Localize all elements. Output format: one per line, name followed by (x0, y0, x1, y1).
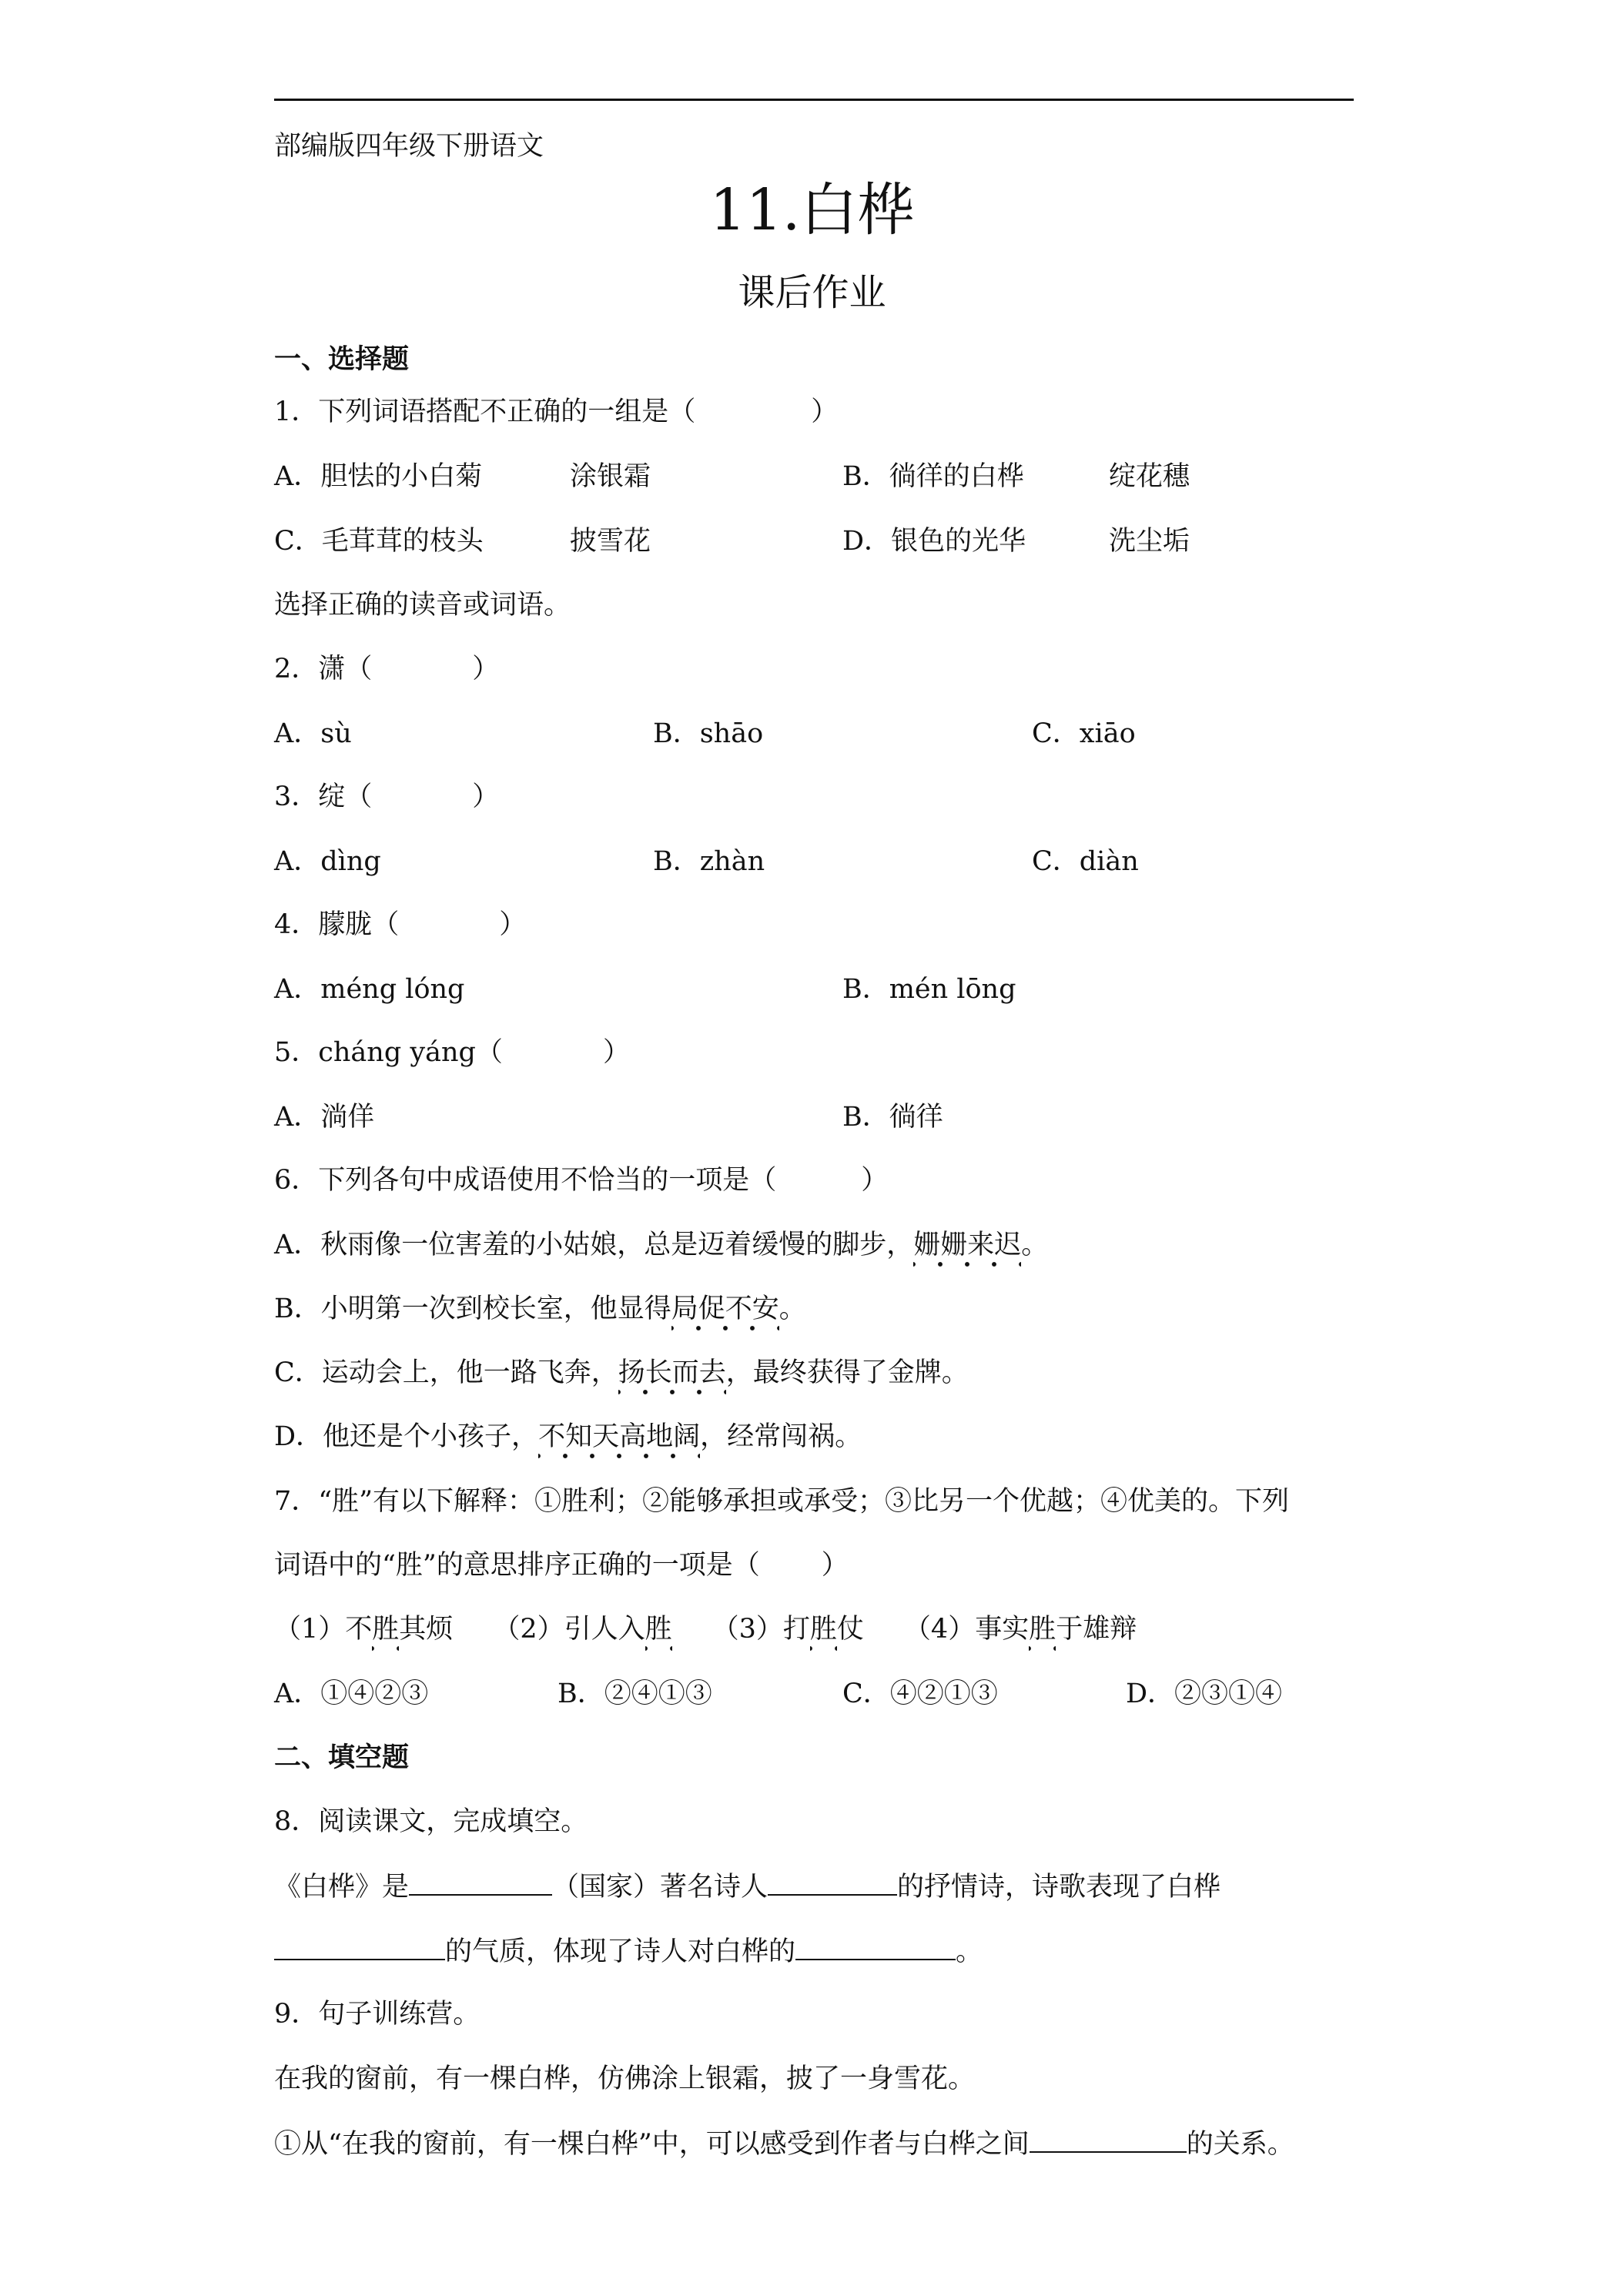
instruction-text: 选择正确的读音或词语。 (274, 590, 571, 621)
q7-word-4: （4）事实胜于雄辩 (903, 1614, 1137, 1645)
q7-option-a[interactable]: A．①④②③ (274, 1678, 429, 1709)
question-4-stem: 4．朦胧（ ） (274, 909, 527, 940)
page-title: 11.白桦 (709, 177, 915, 243)
question-3-stem: 3．绽（ ） (274, 782, 500, 812)
question-1-stem (274, 394, 838, 430)
q7-word-2: （2）引人入胜 (493, 1614, 672, 1645)
q7-word-3: （3）打胜仗 (712, 1614, 864, 1645)
q8-fill-line-2: 的气质，体现了诗人对白桦的 。 (274, 1933, 983, 1970)
q1-option-d[interactable]: D．银色的光华 (842, 526, 1026, 557)
q1-option-c-word2: 披雪花 (570, 526, 651, 557)
q7-option-b[interactable]: B．②④①③ (558, 1678, 712, 1709)
course-header: 部编版四年级下册语文 (274, 131, 544, 162)
q1-option-d-word2: 洗尘垢 (1109, 526, 1190, 557)
q4-option-a[interactable]: A．méng lóng (274, 974, 465, 1005)
q7-words (274, 1612, 1137, 1647)
q4-option-b[interactable]: B．mén lōng (842, 974, 1016, 1005)
q6-c-idiom: 扬长而去 (618, 1357, 726, 1388)
q8-blank-feeling[interactable] (795, 1933, 956, 1960)
q1-option-a[interactable]: A．胆怯的小白菊 (274, 461, 483, 492)
q9-blank-relationship[interactable] (1030, 2125, 1187, 2153)
question-8-stem: 8．阅读课文，完成填空。 (274, 1806, 588, 1837)
question-6-stem: 6．下列各句中成语使用不恰当的一项是（ ） (274, 1165, 889, 1196)
q8-fill-line-1: 《白桦》是 （国家）著名诗人 的抒情诗，诗歌表现了白桦 (274, 1868, 1221, 1905)
question-7-stem-line2: 词语中的“胜”的意思排序正确的一项是（ ） (274, 1550, 849, 1581)
q5-option-b[interactable]: B．徜徉 (842, 1102, 943, 1133)
q6-b-idiom: 局促不安 (671, 1294, 779, 1324)
q8-blank-temperament[interactable] (274, 1933, 445, 1960)
q9-subquestion-1: ①从“在我的窗前，有一棵白桦”中，可以感受到作者与白桦之间 的关系。 (274, 2125, 1294, 2162)
question-7-stem-line1: 7．“胜”有以下解释：①胜利；②能够承担或承受；③比另一个优越；④优美的。下列 (274, 1486, 1290, 1517)
q3-option-a[interactable]: A．dìng (274, 846, 381, 877)
q6-a-idiom: 姗姗来迟 (913, 1230, 1022, 1260)
q9-sentence: 在我的窗前，有一棵白桦，仿佛涂上银霜，披了一身雪花。 (274, 2063, 976, 2094)
q8-blank-country[interactable] (409, 1868, 552, 1896)
q7-option-d[interactable]: D．②③①④ (1126, 1678, 1283, 1709)
q6-d-idiom: 不知天高地阔 (538, 1421, 701, 1452)
q1-option-a-word2: 涂银霜 (570, 461, 651, 492)
q1-option-b-word2: 绽花穗 (1109, 461, 1190, 492)
question-1-close: ） (811, 397, 839, 427)
q6-option-b[interactable]: B．小明第一次到校长室，他显得局促不安。 (274, 1294, 806, 1324)
q6-option-c[interactable]: C．运动会上，他一路飞奔，扬长而去，最终获得了金牌。 (274, 1357, 969, 1388)
question-2-stem: 2．潇（ ） (274, 654, 500, 684)
q5-option-a[interactable]: A．淌佯 (274, 1102, 375, 1133)
section-heading-fill: 二、填空题 (274, 1742, 410, 1773)
q1-option-c[interactable]: C．毛茸茸的枝头 (274, 526, 484, 557)
q2-option-a[interactable]: A．sù (274, 718, 352, 749)
q7-word-1: （1）不胜其烦 (274, 1614, 454, 1645)
q6-option-a[interactable]: A．秋雨像一位害羞的小姑娘，总是迈着缓慢的脚步，姗姗来迟。 (274, 1230, 1049, 1260)
q3-option-b[interactable]: B．zhàn (653, 846, 765, 877)
q8-blank-poet[interactable] (768, 1868, 897, 1896)
q6-option-d[interactable]: D．他还是个小孩子，不知天高地阔，经常闯祸。 (274, 1421, 862, 1452)
q2-option-c[interactable]: C．xiāo (1032, 718, 1136, 749)
question-1-text: 1．下列词语搭配不正确的一组是（ (274, 397, 696, 427)
q7-option-c[interactable]: C．④②①③ (842, 1678, 998, 1709)
q1-option-b[interactable]: B．徜徉的白桦 (842, 461, 1024, 492)
header-rule (274, 99, 1354, 101)
section-heading-choice: 一、选择题 (274, 344, 410, 375)
question-5-stem: 5．cháng yáng（ ） (274, 1037, 630, 1068)
question-9-stem: 9．句子训练营。 (274, 1999, 481, 2030)
q2-option-b[interactable]: B．shāo (653, 718, 764, 749)
page-subtitle: 课后作业 (738, 271, 886, 314)
q3-option-c[interactable]: C．diàn (1032, 846, 1139, 877)
